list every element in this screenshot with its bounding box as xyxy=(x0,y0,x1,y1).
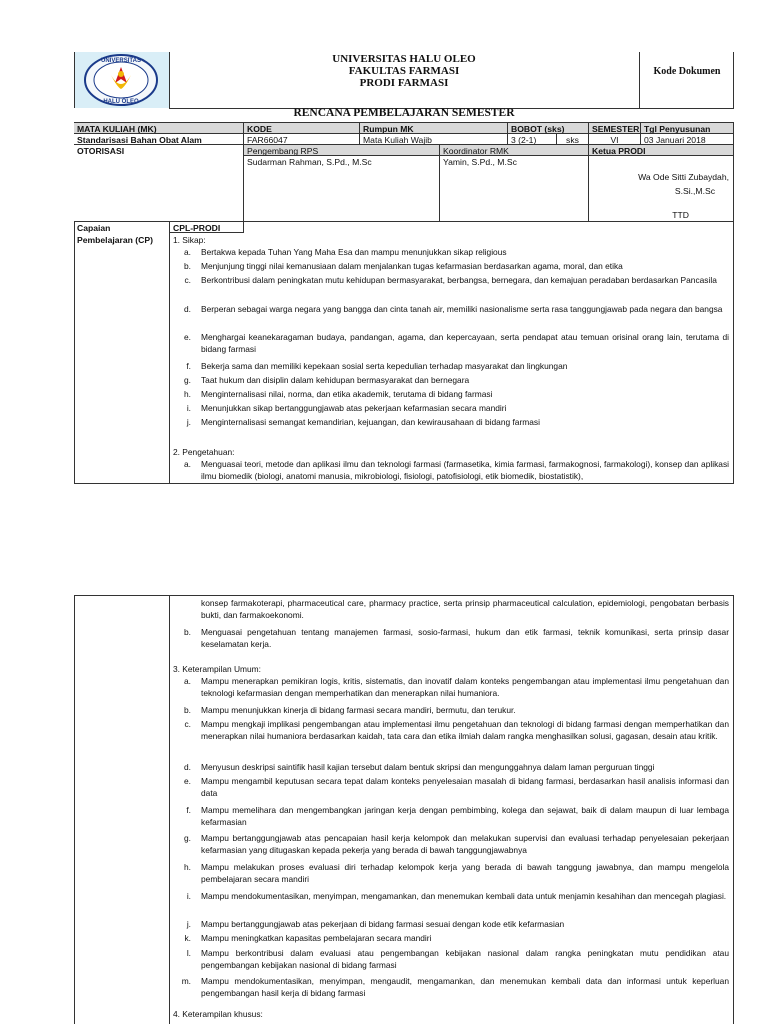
sikap-list xyxy=(173,246,729,446)
cpl-prodi-header: CPL-PRODI xyxy=(169,221,244,233)
koordinator-name: Yamin, S.Pd., M.Sc xyxy=(443,157,517,167)
item-label: i. xyxy=(186,403,191,414)
pengembang-label: Pengembang RPS xyxy=(243,144,440,156)
header-rumpun: Rumpun MK xyxy=(359,122,508,134)
item-label: a. xyxy=(184,247,191,257)
cp-content-page2 xyxy=(173,597,729,1022)
ketua-label: Ketua PRODI xyxy=(588,144,734,156)
item-label: c. xyxy=(184,718,191,729)
item-label: i. xyxy=(186,890,191,901)
item-label: e. xyxy=(184,776,191,787)
item-label: a. xyxy=(184,459,191,469)
cp-content-page1 xyxy=(173,234,729,482)
item-label: g. xyxy=(184,833,191,844)
item-label: f. xyxy=(186,360,191,371)
item-label: a. xyxy=(184,676,191,686)
ketua-name-2: S.Si.,M.Sc xyxy=(674,186,715,196)
item-text: Menginternalisasi nilai, norma, dan etika akademik, terutama di bidang farmasi xyxy=(201,389,493,399)
value-mata-kuliah: Standarisasi Bahan Obat Alam xyxy=(74,133,244,145)
item-text: Menjunjung tinggi nilai kemanusiaan dalam menjalankan tugas kefarmasian berdasarkan agama, moral, dan etika xyxy=(201,261,623,272)
otorisasi-label: OTORISASI xyxy=(77,146,125,156)
header-semester: SEMESTER xyxy=(588,122,641,134)
item-label: e. xyxy=(184,332,191,343)
item-label: h. xyxy=(184,861,191,872)
svg-text:UNIVERSITAS: UNIVERSITAS xyxy=(101,58,141,64)
university-name: UNIVERSITAS HALU OLEO xyxy=(332,53,476,65)
sikap-title: 1. Sikap: xyxy=(173,235,206,245)
value-rumpun: Mata Kuliah Wajib xyxy=(359,133,508,145)
pengetahuan-a-continued: konsep farmakoterapi, pharmaceutical care, pharmacy practice, serta prinsip pharmaceutical calculation, epidemiologi, pengobatan berbasis bukti, dan farmakoekonomi. xyxy=(201,598,729,620)
item-text: Mampu melakukan proses evaluasi diri terhadap kelompok kerja yang berada di bawah tanggung jawabnya, dan mampu mengelola pembelajaran secara mandiri xyxy=(201,861,729,884)
item-text: Mampu mengkaji implikasi pengembangan atau implementasi ilmu pengetahuan dan teknologi di bidang farmasi dengan memperhatikan dan menerapkan nilai humaniora berdasarkan kaidah, tata cara dan etika ilmiah dalam rangka menghasilkan solusi, gagasan, desain atau kritik. xyxy=(201,718,729,741)
pengembang-cell xyxy=(243,155,440,222)
pengembang-name: Sudarman Rahman, S.Pd., M.Sc xyxy=(247,157,372,167)
item-label: d. xyxy=(184,761,191,772)
item-label: b. xyxy=(184,261,191,272)
item-text: Mampu meningkatkan kapasitas pembelajaran secara mandiri xyxy=(201,933,432,944)
doc-code-label: Kode Dokumen xyxy=(653,66,721,77)
header-tgl: Tgl Penyusunan xyxy=(640,122,734,134)
item-label: c. xyxy=(184,275,191,286)
umum-list xyxy=(173,675,729,1005)
header-bobot: BOBOT (sks) xyxy=(507,122,589,134)
item-text: Bertakwa kepada Tuhan Yang Maha Esa dan mampu menunjukkan sikap religious xyxy=(201,247,507,257)
item-text: Mampu memelihara dan mengembangkan jaringan kerja dengan pembimbing, kolega dan sejawat, baik di dalam maupun di luar lembaga kefarmasian xyxy=(201,804,729,827)
value-bobot: 3 (2-1) xyxy=(507,133,557,145)
ketua-cell xyxy=(588,155,734,222)
item-text: Bekerja sama dan memiliki kepekaan sosial serta kepedulian terhadap masyarakat dan lingkungan xyxy=(201,360,568,371)
item-text: Taat hukum dan disiplin dalam kehidupan bermasyarakat dan bernegara xyxy=(201,374,470,385)
pengetahuan-title: 2. Pengetahuan: xyxy=(173,447,235,457)
item-label: b. xyxy=(184,704,191,715)
item-label: m. xyxy=(181,976,191,987)
header-mata-kuliah: MATA KULIAH (MK) xyxy=(74,122,244,134)
value-semester: VI xyxy=(588,133,641,145)
item-label: k. xyxy=(184,933,191,944)
item-label: h. xyxy=(184,389,191,399)
value-tgl: 03 Januari 2018 xyxy=(640,133,734,145)
item-text: Menyusun deskripsi saintifik hasil kajian tersebut dalam bentuk skripsi dan mengunggahnya dalam laman perguruan tinggi xyxy=(201,761,655,772)
page-2 xyxy=(74,595,734,1024)
item-text: Menguasai teori, metode dan aplikasi ilmu dan teknologi farmasi (farmasetika, kimia farmasi, farmakognosi, farmakologi), konsep dan aplikasi ilmu biomedik (biologi, anatomi manusia, mikrobiologi, fisiologi, patofisiologi, etik biomedik, biostatistik), xyxy=(201,459,729,481)
koordinator-label: Koordinator RMK xyxy=(439,144,589,156)
item-text: Mampu bertanggungjawab atas pekerjaan di bidang farmasi sesuai dengan kode etik kefarmasian xyxy=(201,919,565,930)
university-logo xyxy=(81,53,161,107)
item-label: d. xyxy=(184,303,191,314)
faculty-name: FAKULTAS FARMASI xyxy=(348,65,460,77)
umum-title: 3. Keterampilan Umum: xyxy=(173,664,261,674)
item-label: j. xyxy=(186,919,191,930)
item-text: Mampu menerapkan pemikiran logis, kritis, sistematis, dan inovatif dalam konteks pengembangan atau implementasi ilmu pengetahuan dan teknologi kefarmasian dengan memperhatikan dan menerapkan nilai humaniora. xyxy=(201,676,729,698)
khusus-title: 4. Keterampilan khusus: xyxy=(173,1009,263,1019)
header-kode: KODE xyxy=(243,122,360,134)
item-text: Mampu mendokumentasikan, menyimpan, mengaudit, mengamankan, dan menemukan kembali data dan informasi untuk keperluan pengembangan hasil kerja di bidang farmasi xyxy=(201,976,729,999)
item-label: f. xyxy=(186,804,191,815)
ttd-label: TTD xyxy=(672,210,689,220)
otorisasi-cell xyxy=(74,144,244,222)
item-text: Mampu bertanggungjawab atas pencapaian hasil kerja kelompok dan melakukan supervisi dan evaluasi terhadap penyelesaian pekerjaan kefarmasian yang ditugaskan kepada pekerja yang berada di bawah tanggungjawabnya xyxy=(201,833,729,856)
item-text: Mampu berkontribusi dalam evaluasi atau pengembangan kebijakan nasional dalam rangka peningkatan mutu pendidikan atau pengembangan kebijakan nasional di bidang farmasi xyxy=(201,947,729,970)
svg-text:HALU OLEO: HALU OLEO xyxy=(103,99,139,105)
item-label: j. xyxy=(186,417,191,428)
item-text: Mampu menunjukkan kinerja di bidang farmasi secara mandiri, bermutu, dan terukur. xyxy=(201,704,516,715)
item-text: Berkontribusi dalam peningkatan mutu kehidupan bermasyarakat, berbangsa, bernegara, dan kemajuan peradaban berdasarkan Pancasila xyxy=(201,275,717,286)
ketua-name-1: Wa Ode Sitti Zubaydah, xyxy=(638,172,729,182)
item-label: l. xyxy=(186,947,191,958)
cp-label-1: Capaian xyxy=(77,223,111,233)
item-text: Mampu mendokumentasikan, menyimpan, mengamankan, dan menemukan kembali data untuk menjamin kesahihan dan mencegah plagiasi. xyxy=(201,890,727,901)
value-kode: FAR66047 xyxy=(243,133,360,145)
value-sks: sks xyxy=(556,133,589,145)
page-1 xyxy=(74,52,734,484)
program-name: PRODI FARMASI xyxy=(359,77,449,89)
item-label: g. xyxy=(184,374,191,385)
item-label: b. xyxy=(184,627,191,637)
item-text: Mampu mengambil keputusan secara tepat dalam konteks penyelesaian masalah di bidang farmasi, berdasarkan hasil analisis informasi dan data xyxy=(201,776,729,799)
item-text: Menghargai keanekaragaman budaya, pandangan, agama, dan kepercayaan, serta pendapat atau temuan orisinal orang lain, terutama di bidang farmasi xyxy=(201,332,729,355)
cp-label-2: Pembelajaran (CP) xyxy=(77,235,153,245)
document-title: RENCANA PEMBELAJARAN SEMESTER xyxy=(293,107,515,119)
logo-cell xyxy=(74,52,170,108)
item-text: Menunjukkan sikap bertanggungjawab atas pekerjaan kefarmasian secara mandiri xyxy=(201,403,507,414)
item-text: Berperan sebagai warga negara yang bangga dan cinta tanah air, memiliki nasionalisme serta rasa tanggungjawab pada negara dan bangsa xyxy=(201,303,723,314)
koordinator-cell xyxy=(439,155,589,222)
item-text: Menguasai pengetahuan tentang manajemen farmasi, sosio-farmasi, hukum dan etik farmasi, teknik komunikasi, serta prinsip dasar keselamatan kerja. xyxy=(201,627,729,649)
item-text: Menginternalisasi semangat kemandirian, kejuangan, dan kewirausahaan di bidang farmasi xyxy=(201,417,540,428)
